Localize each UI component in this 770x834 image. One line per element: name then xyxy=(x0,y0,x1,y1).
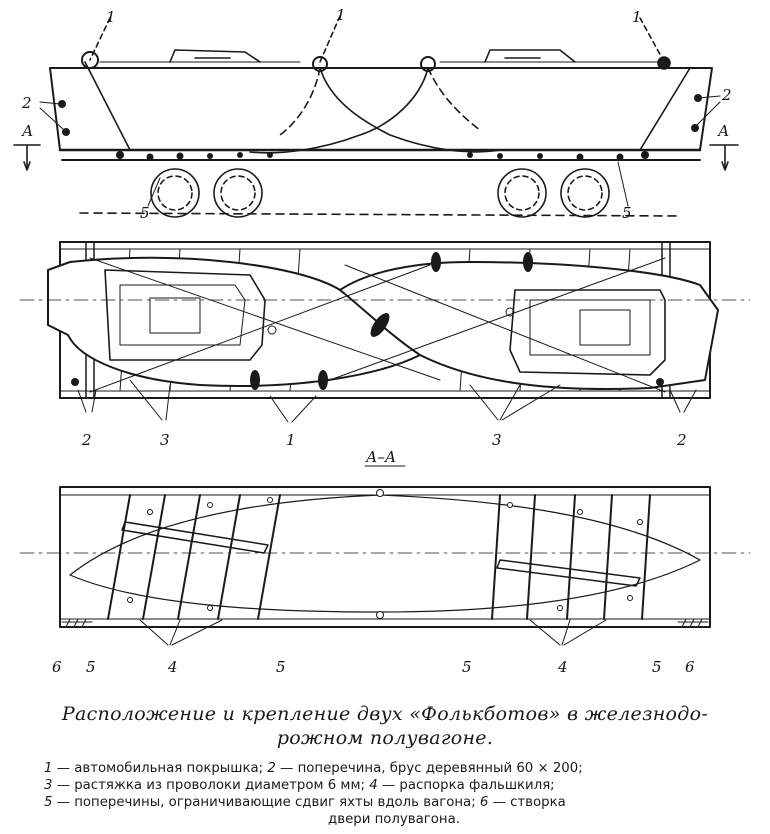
legend-text-6: — створка xyxy=(488,795,566,810)
label-5-crossbar: 5 xyxy=(462,658,472,676)
label-6-door: 6 xyxy=(685,658,695,676)
label-1-tire: 1 xyxy=(632,8,642,26)
label-4-strut: 4 xyxy=(168,658,178,676)
legend-num-4: 4 xyxy=(369,778,378,793)
label-2-beam: 2 xyxy=(82,431,92,449)
label-5-crossbar: 5 xyxy=(622,204,632,222)
legend-text-3: — растяжка из проволоки диаметром 6 мм; xyxy=(52,778,370,793)
label-2-beam: 2 xyxy=(722,86,732,104)
legend-num-5: 5 xyxy=(44,795,53,810)
figure-caption xyxy=(20,702,750,750)
legend-num-2: 2 xyxy=(267,761,276,776)
section-title: А–А xyxy=(366,448,397,466)
label-1-tire: 1 xyxy=(286,431,296,449)
legend-num-6: 6 xyxy=(479,795,489,810)
legend-num-3: 3 xyxy=(44,778,53,793)
plan-view xyxy=(20,242,750,422)
label-1-tire: 1 xyxy=(106,8,116,26)
legend-text-2: — поперечина, брус деревянный 60 × 200; xyxy=(275,761,583,776)
legend-text-7: двери полувагона. xyxy=(328,812,460,827)
label-6-door: 6 xyxy=(52,658,62,676)
legend-text-4: — распорка фальшкиля; xyxy=(377,778,555,793)
label-1-tire: 1 xyxy=(336,6,346,24)
side-view xyxy=(14,16,738,217)
label-5-crossbar: 5 xyxy=(86,658,96,676)
legend-num-1: 1 xyxy=(44,761,53,776)
label-2-beam: 2 xyxy=(677,431,687,449)
label-4-strut: 4 xyxy=(558,658,568,676)
section-marker-left: А xyxy=(22,122,34,140)
caption-line-1: Расположение и крепление двух «Фолькботов» в железнодо- xyxy=(61,703,709,725)
label-2-beam: 2 xyxy=(22,94,32,112)
label-3-wire: 3 xyxy=(492,431,502,449)
label-5-crossbar: 5 xyxy=(652,658,662,676)
section-marker-right: А xyxy=(718,122,730,140)
section-a-a xyxy=(20,466,750,645)
figure-legend xyxy=(44,760,744,828)
legend-text-1: — автомобильная покрышка; xyxy=(52,761,268,776)
label-3-wire: 3 xyxy=(160,431,170,449)
legend-text-5: — поперечины, ограничивающие сдвиг яхты вдоль вагона; xyxy=(52,795,480,810)
label-5-crossbar: 5 xyxy=(276,658,286,676)
label-5-crossbar: 5 xyxy=(140,204,150,222)
caption-line-2: рожном полувагоне. xyxy=(276,727,494,749)
